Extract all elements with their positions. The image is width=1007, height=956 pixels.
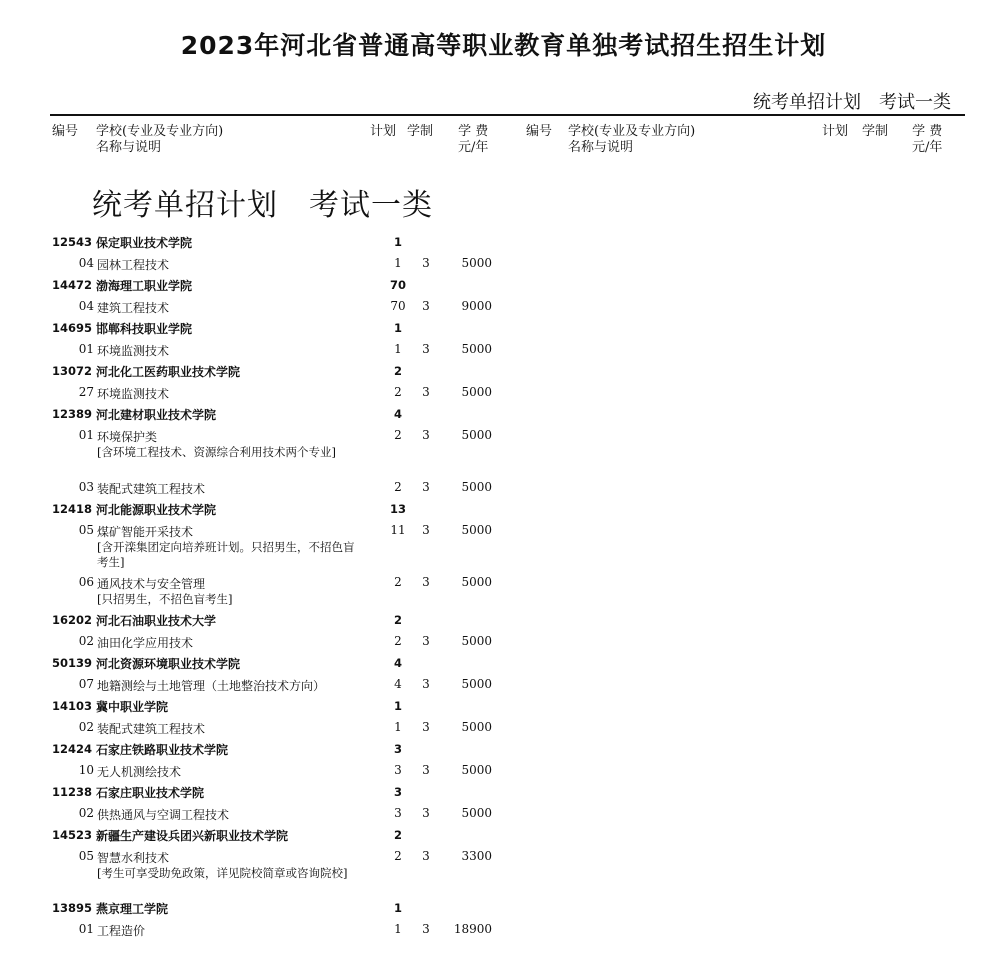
major-name: 地籍测绘与土地管理（土地整治技术方向） xyxy=(97,679,326,693)
school-row xyxy=(0,275,520,296)
major-plan: 1 xyxy=(394,922,402,936)
school-code: 12389 xyxy=(52,407,93,421)
major-row xyxy=(0,425,520,477)
school-name: 河北能源职业技术学院 xyxy=(96,503,217,517)
school-row xyxy=(0,739,520,760)
major-plan: 1 xyxy=(394,720,402,734)
major-name: 装配式建筑工程技术 xyxy=(97,722,206,736)
school-row xyxy=(0,653,520,674)
school-row xyxy=(0,232,520,253)
major-row xyxy=(0,803,520,825)
major-name: 工程造价 xyxy=(97,924,146,938)
school-code: 13895 xyxy=(52,901,93,915)
major-code: 02 xyxy=(78,720,94,734)
school-row xyxy=(0,404,520,425)
header-years: 学制 xyxy=(407,124,434,139)
school-plan: 2 xyxy=(393,613,402,627)
major-years: 3 xyxy=(422,677,430,691)
major-years: 3 xyxy=(422,575,430,589)
major-note: [含开滦集团定向培养班计划。只招男生，不招色盲考生] xyxy=(97,540,355,569)
major-row xyxy=(0,339,520,361)
major-name: 智慧水利技术 xyxy=(97,851,170,865)
school-name: 保定职业技术学院 xyxy=(96,236,193,250)
major-code: 07 xyxy=(78,677,94,691)
school-name: 河北石油职业技术大学 xyxy=(96,614,217,628)
major-row xyxy=(0,674,520,696)
header-code-right: 编号 xyxy=(526,124,553,139)
major-row xyxy=(0,631,520,653)
major-name: 供热通风与空调工程技术 xyxy=(97,808,230,822)
major-fee: 5000 xyxy=(461,480,492,494)
major-name: 通风技术与安全管理 xyxy=(97,577,206,591)
school-code: 14103 xyxy=(52,699,93,713)
major-years: 3 xyxy=(422,849,430,863)
school-code: 14695 xyxy=(52,321,93,335)
major-code: 01 xyxy=(78,342,94,356)
school-name: 燕京理工学院 xyxy=(96,902,169,916)
major-fee: 5000 xyxy=(461,428,492,442)
major-years: 3 xyxy=(422,806,430,820)
school-name: 渤海理工职业学院 xyxy=(96,279,193,293)
school-plan: 2 xyxy=(393,364,402,378)
school-code: 16202 xyxy=(52,613,93,627)
major-row xyxy=(0,717,520,739)
school-code: 13072 xyxy=(52,364,93,378)
school-row xyxy=(0,696,520,717)
major-fee: 5000 xyxy=(461,720,492,734)
school-code: 11238 xyxy=(52,785,93,799)
school-name: 石家庄铁路职业技术学院 xyxy=(96,743,229,757)
header-fee-line1: 学 费 xyxy=(458,124,489,139)
major-plan: 11 xyxy=(390,523,406,537)
school-row xyxy=(0,610,520,631)
header-school-right-line2: 名称与说明 xyxy=(568,140,634,155)
header-school-line2: 名称与说明 xyxy=(96,140,162,155)
school-plan: 3 xyxy=(393,785,402,799)
school-row xyxy=(0,499,520,520)
major-name: 建筑工程技术 xyxy=(97,301,170,315)
major-plan: 70 xyxy=(390,299,406,313)
school-name: 河北建材职业技术学院 xyxy=(96,408,217,422)
school-code: 12424 xyxy=(52,742,93,756)
major-fee: 5000 xyxy=(461,256,492,270)
major-years: 3 xyxy=(422,634,430,648)
major-plan: 2 xyxy=(394,385,402,399)
major-fee: 5000 xyxy=(461,677,492,691)
school-code: 14523 xyxy=(52,828,93,842)
major-years: 3 xyxy=(422,385,430,399)
major-years: 3 xyxy=(422,256,430,270)
header-years-right: 学制 xyxy=(862,124,889,139)
header-rule xyxy=(50,114,965,116)
school-row xyxy=(0,318,520,339)
major-fee: 5000 xyxy=(461,385,492,399)
major-fee: 5000 xyxy=(461,806,492,820)
major-row xyxy=(0,919,520,941)
header-school-right-line1: 学校(专业及专业方向) xyxy=(568,124,696,139)
major-name: 环境监测技术 xyxy=(97,387,170,401)
school-plan: 1 xyxy=(393,699,402,713)
major-name: 装配式建筑工程技术 xyxy=(97,482,206,496)
major-note: [只招男生，不招色盲考生] xyxy=(97,592,233,606)
major-code: 03 xyxy=(78,480,94,494)
major-years: 3 xyxy=(422,523,430,537)
header-fee-right xyxy=(912,124,942,156)
major-years: 3 xyxy=(422,299,430,313)
major-years: 3 xyxy=(422,342,430,356)
header-fee xyxy=(458,124,488,156)
major-name: 环境保护类 xyxy=(97,430,158,444)
major-years: 3 xyxy=(422,428,430,442)
school-name: 邯郸科技职业学院 xyxy=(96,322,193,336)
major-plan: 2 xyxy=(394,849,402,863)
major-name: 无人机测绘技术 xyxy=(97,765,182,779)
major-row xyxy=(0,382,520,404)
major-code: 05 xyxy=(78,849,94,863)
school-row xyxy=(0,782,520,803)
major-code: 02 xyxy=(78,634,94,648)
major-years: 3 xyxy=(422,922,430,936)
school-plan: 4 xyxy=(393,656,402,670)
major-plan: 2 xyxy=(394,634,402,648)
header-school-right xyxy=(568,124,695,156)
major-code: 02 xyxy=(78,806,94,820)
school-code: 12418 xyxy=(52,502,93,516)
section-title: 统考单招计划 考试一类 xyxy=(92,188,433,223)
header-school xyxy=(96,124,223,156)
major-fee: 5000 xyxy=(461,763,492,777)
major-code: 01 xyxy=(78,428,94,442)
major-row xyxy=(0,477,520,499)
major-row xyxy=(0,253,520,275)
major-row xyxy=(0,846,520,898)
major-code: 06 xyxy=(78,575,94,589)
major-years: 3 xyxy=(422,480,430,494)
school-row xyxy=(0,898,520,919)
school-plan: 70 xyxy=(389,278,406,292)
major-fee: 18900 xyxy=(453,922,492,936)
school-plan: 3 xyxy=(393,742,402,756)
major-note: [含环境工程技术、资源综合利用技术两个专业] xyxy=(97,445,336,459)
header-fee-line2: 元/年 xyxy=(458,140,489,155)
school-plan: 1 xyxy=(393,235,402,249)
major-row xyxy=(0,760,520,782)
major-code: 05 xyxy=(78,523,94,537)
major-name: 环境监测技术 xyxy=(97,344,170,358)
school-name: 河北资源环境职业技术学院 xyxy=(96,657,241,671)
school-plan: 13 xyxy=(389,502,406,516)
major-plan: 1 xyxy=(394,256,402,270)
header-fee-right-line1: 学 费 xyxy=(912,124,943,139)
major-plan: 1 xyxy=(394,342,402,356)
school-name: 石家庄职业技术学院 xyxy=(96,786,205,800)
major-plan: 4 xyxy=(394,677,402,691)
school-name: 冀中职业学院 xyxy=(96,700,169,714)
major-fee: 5000 xyxy=(461,575,492,589)
major-plan: 2 xyxy=(394,575,402,589)
school-code: 50139 xyxy=(52,656,93,670)
school-code: 14472 xyxy=(52,278,93,292)
school-plan: 1 xyxy=(393,901,402,915)
major-years: 3 xyxy=(422,720,430,734)
school-name: 新疆生产建设兵团兴新职业技术学院 xyxy=(96,829,289,843)
school-code: 12543 xyxy=(52,235,93,249)
major-row xyxy=(0,296,520,318)
header-fee-right-line2: 元/年 xyxy=(912,140,943,155)
major-code: 10 xyxy=(78,763,94,777)
major-name: 煤矿智能开采技术 xyxy=(97,525,194,539)
header-code: 编号 xyxy=(52,124,79,139)
major-code: 04 xyxy=(78,299,94,313)
school-row xyxy=(0,825,520,846)
major-code: 27 xyxy=(78,385,94,399)
major-code: 01 xyxy=(78,922,94,936)
header-plan: 计划 xyxy=(370,124,397,139)
page-title: 2023年河北省普通高等职业教育单独考试招生招生计划 xyxy=(180,31,827,60)
plan-list xyxy=(0,232,520,941)
header-plan-right: 计划 xyxy=(822,124,849,139)
school-name: 河北化工医药职业技术学院 xyxy=(96,365,241,379)
school-plan: 2 xyxy=(393,828,402,842)
major-code: 04 xyxy=(78,256,94,270)
major-plan: 3 xyxy=(394,806,402,820)
major-fee: 3300 xyxy=(461,849,492,863)
major-plan: 3 xyxy=(394,763,402,777)
major-note: [考生可享受助免政策，详见院校简章或咨询院校] xyxy=(97,866,348,880)
major-row xyxy=(0,520,520,572)
header-school-line1: 学校(专业及专业方向) xyxy=(96,124,224,139)
major-fee: 9000 xyxy=(461,299,492,313)
category-subtitle: 统考单招计划 考试一类 xyxy=(753,92,951,113)
major-row xyxy=(0,572,520,610)
major-fee: 5000 xyxy=(461,634,492,648)
major-fee: 5000 xyxy=(461,342,492,356)
major-plan: 2 xyxy=(394,428,402,442)
school-plan: 4 xyxy=(393,407,402,421)
major-name: 油田化学应用技术 xyxy=(97,636,194,650)
major-name: 园林工程技术 xyxy=(97,258,170,272)
school-row xyxy=(0,361,520,382)
major-plan: 2 xyxy=(394,480,402,494)
major-fee: 5000 xyxy=(461,523,492,537)
school-plan: 1 xyxy=(393,321,402,335)
major-years: 3 xyxy=(422,763,430,777)
